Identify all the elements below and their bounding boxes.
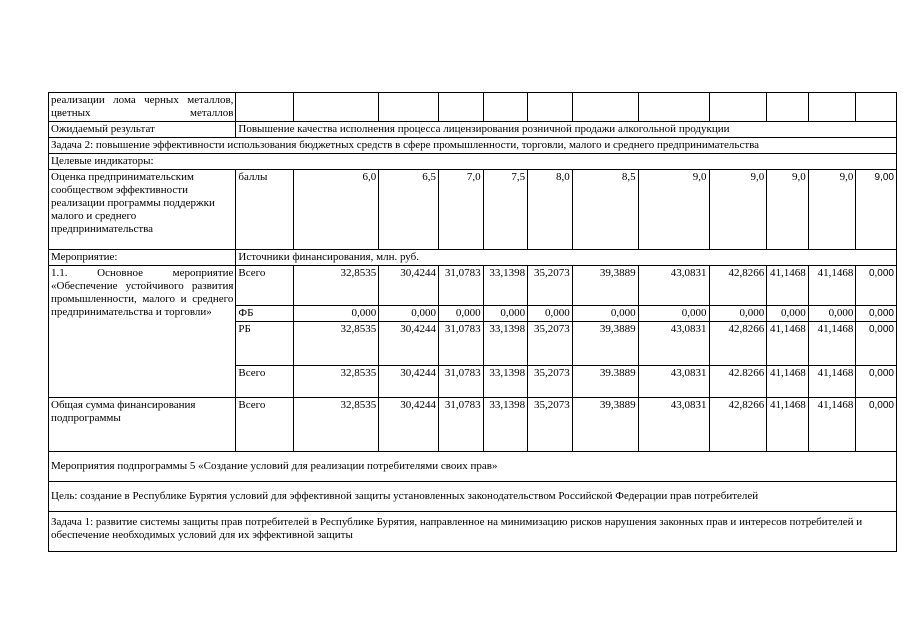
source-label: Всего [236, 266, 294, 306]
value-cell: 31,0783 [439, 366, 484, 398]
assessment-label: Оценка предпринимательским сообществом эффективности реализации программы поддержки малого и среднего предпринимательства [49, 170, 236, 250]
source-label: Всего [236, 366, 294, 398]
financing-sources-text: Источники финансирования, млн. руб. [236, 250, 897, 266]
subprogram-table [48, 92, 897, 552]
value-cell: 0,000 [709, 306, 767, 322]
value-cell: 0,000 [439, 306, 484, 322]
row-assessment [49, 170, 897, 250]
source-label: РБ [236, 322, 294, 366]
value-cell: 6,0 [294, 170, 379, 250]
value-cell: 9,0 [709, 170, 767, 250]
value-cell: 0,000 [294, 306, 379, 322]
value-cell: 0,000 [856, 306, 897, 322]
value-cell: 9,00 [856, 170, 897, 250]
row-measure-1-1-total [49, 266, 897, 306]
expected-result-text: Повышение качества исполнения процесса лицензирования розничной продажи алкогольной продукции [236, 122, 897, 138]
value-cell: 43,0831 [638, 398, 709, 452]
value-cell: 0,000 [856, 398, 897, 452]
value-cell: 41,1468 [808, 366, 856, 398]
value-cell: 41,1468 [767, 366, 809, 398]
value-cell: 0,000 [528, 306, 573, 322]
value-cell: 35,2073 [528, 366, 573, 398]
value-cell: 41,1468 [808, 398, 856, 452]
value-cell: 41,1468 [808, 266, 856, 306]
row-task-2 [49, 138, 897, 154]
value-cell: 31,0783 [439, 398, 484, 452]
value-cell: 39,3889 [572, 266, 638, 306]
value-cell: 9,0 [638, 170, 709, 250]
value-cell: 41,1468 [767, 266, 809, 306]
value-cell: 43,0831 [638, 366, 709, 398]
measure-1-1-label: 1.1. Основное мероприятие «Обеспечение устойчивого развития промышленности, малого и среднего предпринимательства и торговли» [49, 266, 236, 398]
assessment-unit: баллы [236, 170, 294, 250]
value-cell: 33,1398 [483, 366, 528, 398]
value-cell: 0,000 [767, 306, 809, 322]
row-expected-result [49, 122, 897, 138]
target-indicators-text: Целевые индикаторы: [49, 154, 897, 170]
value-cell: 32,8535 [294, 266, 379, 306]
value-cell: 39,3889 [572, 398, 638, 452]
value-cell: 39,3889 [572, 322, 638, 366]
task-1-text: Задача 1: развитие системы защиты прав потребителей в Республике Бурятия, направленное на минимизацию рисков нарушения законных прав и интересов потребителей и обеспечение необходимых условий для их эффективной защиты [49, 512, 897, 552]
value-cell: 0,000 [483, 306, 528, 322]
value-cell: 42,8266 [709, 266, 767, 306]
source-label: Всего [236, 398, 294, 452]
value-cell: 35,2073 [528, 398, 573, 452]
value-cell: 9,0 [808, 170, 856, 250]
value-cell: 0,000 [856, 366, 897, 398]
row-target-indicators [49, 154, 897, 170]
value-cell: 31,0783 [439, 322, 484, 366]
value-cell: 35,2073 [528, 322, 573, 366]
value-cell: 33,1398 [483, 322, 528, 366]
expected-result-label: Ожидаемый результат [49, 122, 236, 138]
value-cell: 30,4244 [379, 266, 439, 306]
value-cell: 43,0831 [638, 266, 709, 306]
value-cell: 33,1398 [483, 398, 528, 452]
value-cell: 41,1468 [767, 322, 809, 366]
value-cell: 30,4244 [379, 366, 439, 398]
value-cell: 0,000 [808, 306, 856, 322]
value-cell: 39.3889 [572, 366, 638, 398]
value-cell: 41,1468 [808, 322, 856, 366]
value-cell: 41,1468 [767, 398, 809, 452]
row-scrap-metals [49, 93, 897, 122]
measure-label: Мероприятие: [49, 250, 236, 266]
value-cell: 32,8535 [294, 322, 379, 366]
task-2-text: Задача 2: повышение эффективности использования бюджетных средств в сфере промышленности, торговли, малого и среднего предпринимательства [49, 138, 897, 154]
row-measure [49, 250, 897, 266]
value-cell: 0,000 [572, 306, 638, 322]
value-cell: 8,5 [572, 170, 638, 250]
value-cell: 0,000 [856, 266, 897, 306]
value-cell: 42.8266 [709, 366, 767, 398]
value-cell: 6,5 [379, 170, 439, 250]
value-cell: 0,000 [379, 306, 439, 322]
value-cell: 32,8535 [294, 398, 379, 452]
row-total-financing [49, 398, 897, 452]
value-cell: 35,2073 [528, 266, 573, 306]
value-cell: 31,0783 [439, 266, 484, 306]
value-cell: 8,0 [528, 170, 573, 250]
value-cell: 42,8266 [709, 322, 767, 366]
goal-text: Цель: создание в Республике Бурятия условий для эффективной защиты установленных законодательством Российской Федерации прав потребителей [49, 482, 897, 512]
value-cell: 7,5 [483, 170, 528, 250]
value-cell: 32,8535 [294, 366, 379, 398]
value-cell: 33,1398 [483, 266, 528, 306]
value-cell: 0,000 [638, 306, 709, 322]
value-cell: 30,4244 [379, 398, 439, 452]
value-cell: 42,8266 [709, 398, 767, 452]
source-label: ФБ [236, 306, 294, 322]
scrap-metals-label: реализации лома черных металлов, цветных металлов [49, 93, 236, 122]
total-financing-label: Общая сумма финансирования подпрограммы [49, 398, 236, 452]
subprogram-5-text: Мероприятия подпрограммы 5 «Создание условий для реализации потребителями своих прав» [49, 452, 897, 482]
value-cell: 7,0 [439, 170, 484, 250]
value-cell: 0,000 [856, 322, 897, 366]
row-task-1 [49, 512, 897, 552]
value-cell: 9,0 [767, 170, 809, 250]
row-goal [49, 482, 897, 512]
row-subprogram-5 [49, 452, 897, 482]
value-cell: 43,0831 [638, 322, 709, 366]
value-cell: 30,4244 [379, 322, 439, 366]
